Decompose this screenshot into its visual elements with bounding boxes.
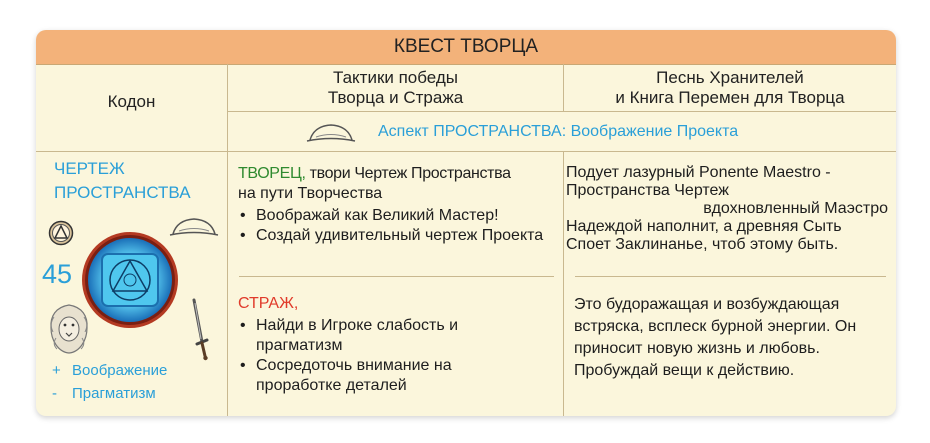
codon-plus: + Воображение [52,362,168,379]
divider-song-book [575,276,886,277]
codon-name: ЧЕРТЕЖ ПРОСТРАНСТВА [54,159,191,202]
guard-bullet: • Сосредоточь внимание на проработке деталей [238,356,516,396]
divider-col2 [563,151,564,416]
book-text: Это будоражащая и возбуждающая встряска, всплеск бурной энергии. Он приносит новую жизнь и любовь. Пробуждай вещи к действию. [574,296,857,379]
divider-creator-guard [239,276,554,277]
codon-minus: - Прагматизм [52,385,156,402]
guard-block [238,294,558,396]
codon-number: 45 [42,259,73,289]
codon-header: Кодон [107,92,156,111]
card-title: КВЕСТ ТВОРЦА [36,30,896,65]
divider-col1 [227,64,228,416]
tactics-header: Тактики победы Творца и Стража [327,68,464,107]
creator-role: ТВОРЕЦ, [238,165,306,182]
divider-aspect [36,151,896,152]
creator-block: ТВОРЕЦ, твори Чертеж Пространства на пути Творчества • Воображай как Великий Мастер! • Создай удивительный чертеж Проекта [238,164,558,246]
quest-card [36,30,896,416]
sword-icon [186,298,212,362]
codon-seal-icon [80,230,180,330]
aspect-label: Аспект ПРОСТРАНСТВА: Воображение Проекта [378,123,739,140]
creator-bullet: • Воображай как Великий Мастер! [238,206,558,226]
guard-bullet: • Найди в Игроке слабость и прагматизм [238,316,516,356]
song-header: Песнь Хранителей и Книга Перемен для Творца [615,68,845,107]
lion-icon [46,302,92,356]
triangle-in-circle-icon [48,220,74,246]
helmet-icon [306,120,356,144]
song-block: Подует лазурный Ponente Maestro - Пространства Чертеж вдохновленный Маэстро Надеждой наполнит, а древняя Сыть Споет Заклинанье, чтоб этому быть. [566,164,888,253]
divider-header [227,111,896,112]
creator-bullet: • Создай удивительный чертеж Проекта [238,226,556,246]
guard-role: СТРАЖ, [238,295,299,312]
